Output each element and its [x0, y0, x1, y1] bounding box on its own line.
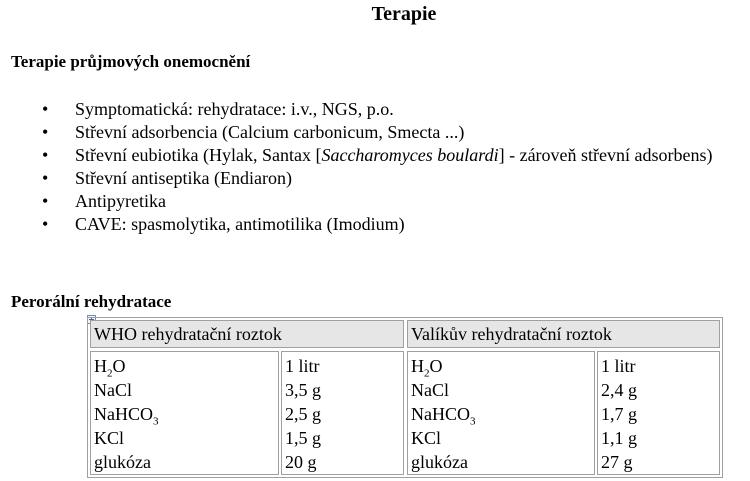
table-row: NaHCO$_3$ [94, 404, 159, 428]
list-item [0, 213, 740, 236]
table-row: $H_2O$ [94, 356, 126, 380]
list-item-text-italic: Saccharomyces boulardi [321, 145, 499, 165]
section-heading-rehydration: Perorální rehydratace [11, 292, 172, 311]
list-item-text: Symptomatická: rehydratace: i.v., NGS, p.o. [75, 99, 394, 119]
who-amounts [281, 351, 404, 475]
list-item [0, 190, 740, 213]
table-row: 1 litr [285, 356, 320, 376]
table-row: glukóza [411, 452, 468, 472]
table-row: 1,5 g [285, 428, 321, 448]
table-row: $H_2O$ [411, 356, 443, 380]
table-header-valik: Valíkův rehydratační roztok [407, 320, 720, 348]
section-heading-therapy: Terapie průjmových onemocnění [11, 52, 251, 71]
list-item-text-post: ] - zároveň střevní adsorbens) [498, 145, 713, 165]
valik-ingredients [407, 351, 595, 475]
list-item [0, 144, 740, 167]
list-item-text: Antipyretika [75, 191, 166, 211]
table-row: 20 g [285, 452, 317, 472]
table-row: KCl [94, 428, 125, 448]
table-row: KCl [411, 428, 442, 448]
table-row: 2,5 g [285, 404, 321, 424]
list-item-text-pre: Střevní eubiotika (Hylak, Santax [ [75, 145, 322, 165]
therapy-list [0, 98, 740, 236]
table-row: 27 g [601, 452, 633, 472]
list-item [0, 121, 740, 144]
list-item-text: Střevní antiseptika (Endiaron) [75, 168, 292, 188]
table-row: 1 litr [601, 356, 636, 376]
table-row: NaCl [411, 380, 449, 400]
who-ingredients [90, 351, 279, 475]
page-title: Terapie [371, 3, 437, 25]
valik-amounts [597, 351, 720, 475]
list-item-text: Střevní adsorbencia (Calcium carbonicum, Smecta ...) [75, 122, 465, 142]
table-header-who: WHO rehydratační roztok [90, 320, 404, 348]
table-row: NaCl [94, 380, 132, 400]
table-row: 1,7 g [601, 404, 637, 424]
table-row: 2,4 g [601, 380, 637, 400]
table-row: 1,1 g [601, 428, 637, 448]
list-item [0, 98, 740, 121]
table-row: 3,5 g [285, 380, 321, 400]
rehydration-table [87, 317, 723, 478]
table-row: NaHCO$_3$ [411, 404, 476, 428]
table-row: glukóza [94, 452, 151, 472]
list-item-text: CAVE: spasmolytika, antimotilika (Imodium) [75, 214, 405, 234]
list-item [0, 167, 740, 190]
